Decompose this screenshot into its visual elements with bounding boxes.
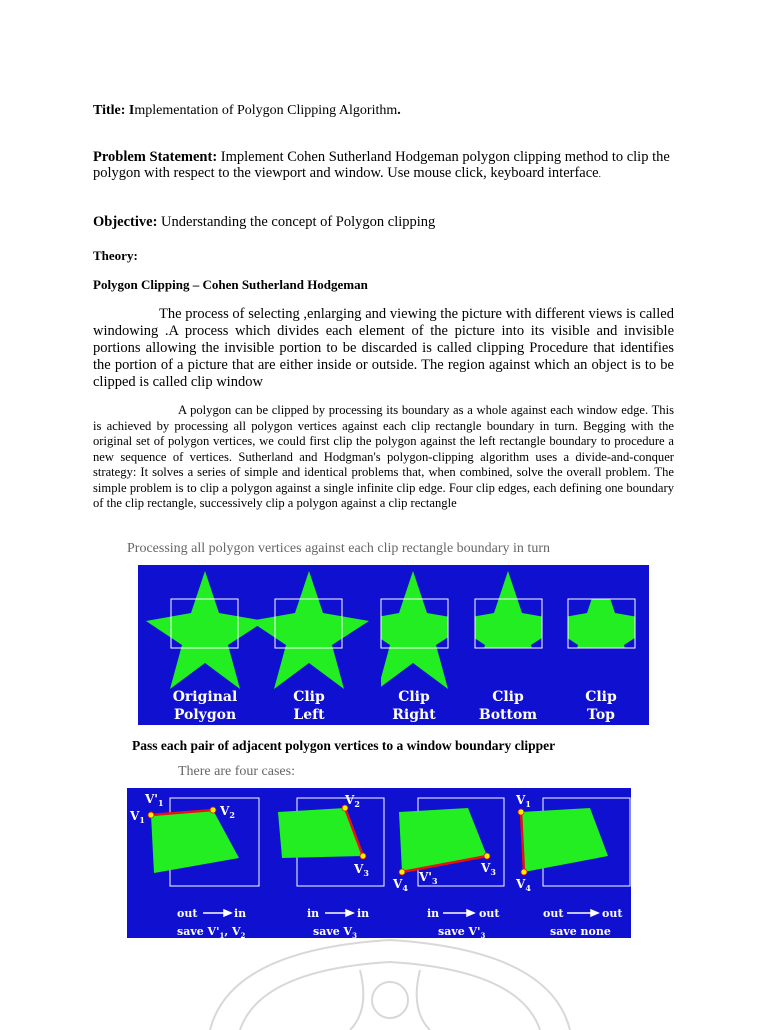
problem-label: Problem Statement:	[93, 149, 218, 165]
theory-paragraph-1: The process of selecting ,enlarging and viewing the picture with different views is called windowing .A process which divides each element of the picture into its visible and invisible portions allowing the invisible portion to be discarded is called clipping Procedure that identifies the portion of a picture that are either inside or outside. The region against which an object is to be clipped is called clip window	[93, 306, 674, 390]
fig1-label-5a: Clip	[585, 689, 617, 705]
c1-to: in	[234, 907, 247, 920]
c4-v4-label: $V_4$	[516, 877, 531, 893]
theory-heading: Theory:	[93, 248, 138, 263]
c2-v2-label: $V_2$	[345, 793, 360, 809]
c2-to: in	[357, 907, 370, 920]
c3-v3p-label: $V'_3$	[419, 870, 438, 886]
c4-from: out	[543, 907, 564, 920]
figure1-caption: Processing all polygon vertices against each clip rectangle boundary in turn	[127, 541, 550, 556]
title-label: Title: I	[93, 103, 135, 118]
clipping-stages-figure	[138, 565, 649, 725]
pass-heading: Pass each pair of adjacent polygon vertices to a window boundary clipper	[132, 738, 556, 753]
cases-caption: There are four cases:	[178, 764, 295, 779]
fig1-label-4b: Bottom	[478, 707, 538, 723]
theory-paragraph-2: A polygon can be clipped by processing its boundary as a whole against each window edge. This is achieved by processing all polygon vertices against each clip rectangle boundary in turn. Begging with the original set of polygon vertices, we could first clip the polygon against the left rectangle boundary to procedure a new sequence of vertices. Sutherland and Hodgman's polygon-clipping algorithm uses a divide-and-conquer strategy: It solves a series of simple and identical problems that, when combined, solve the overall problem. The simple problem is to clip a polygon against a single infinite clip edge. Four clip edges, each defining one boundary of the clip rectangle, successively clip a polygon against a clip rectangle	[93, 403, 674, 510]
problem-end: .	[598, 169, 601, 179]
c3-v4-label: $V_4$	[393, 877, 408, 893]
c2-from: in	[307, 907, 320, 920]
c1-v1-label: $V_1$	[130, 809, 145, 825]
c1-save: save $V'_1$, $V_2$	[177, 925, 246, 938]
c4-to: out	[602, 907, 623, 920]
c4-v1-label: $V_1$	[516, 793, 531, 809]
c3-save: save $V'_3$	[438, 925, 486, 938]
fig1-label-4a: Clip	[492, 689, 524, 705]
fig1-label-3a: Clip	[398, 689, 430, 705]
c1-from: out	[177, 907, 198, 920]
fig1-label-2b: Left	[293, 707, 325, 723]
title-text: mplementation of Polygon Clipping Algorithm	[134, 103, 398, 118]
objective-label: Objective:	[93, 214, 158, 230]
problem-text: Implement Cohen Sutherland Hodgeman polygon clipping method to clip the polygon with respect to the viewport and window. Use mouse click, keyboard interface	[93, 149, 670, 181]
title-end: .	[397, 103, 401, 118]
c1-v2-label: $V_2$	[220, 804, 235, 820]
fig1-label-1a: Original	[172, 689, 238, 705]
four-cases-figure	[127, 788, 631, 938]
objective	[93, 214, 435, 231]
fig1-label-2a: Clip	[293, 689, 325, 705]
document-title	[93, 103, 401, 119]
watermark-seal	[170, 930, 610, 1030]
c3-from: in	[427, 907, 440, 920]
objective-text: Understanding the concept of Polygon clipping	[157, 214, 436, 230]
fig1-label-5b: Top	[587, 707, 615, 723]
c3-to: out	[479, 907, 500, 920]
c2-save: save $V_3$	[313, 925, 357, 938]
c1-v1p-label: $V'_1$	[145, 792, 164, 808]
c3-v3-label: $V_3$	[481, 861, 496, 877]
c2-v3-label: $V_3$	[354, 862, 369, 878]
c4-save: save none	[550, 925, 611, 938]
fig1-label-1b: Polygon	[173, 707, 237, 723]
section-heading: Polygon Clipping – Cohen Sutherland Hodgeman	[93, 277, 368, 292]
problem-statement	[93, 149, 683, 182]
fig1-label-3b: Right	[392, 707, 436, 723]
